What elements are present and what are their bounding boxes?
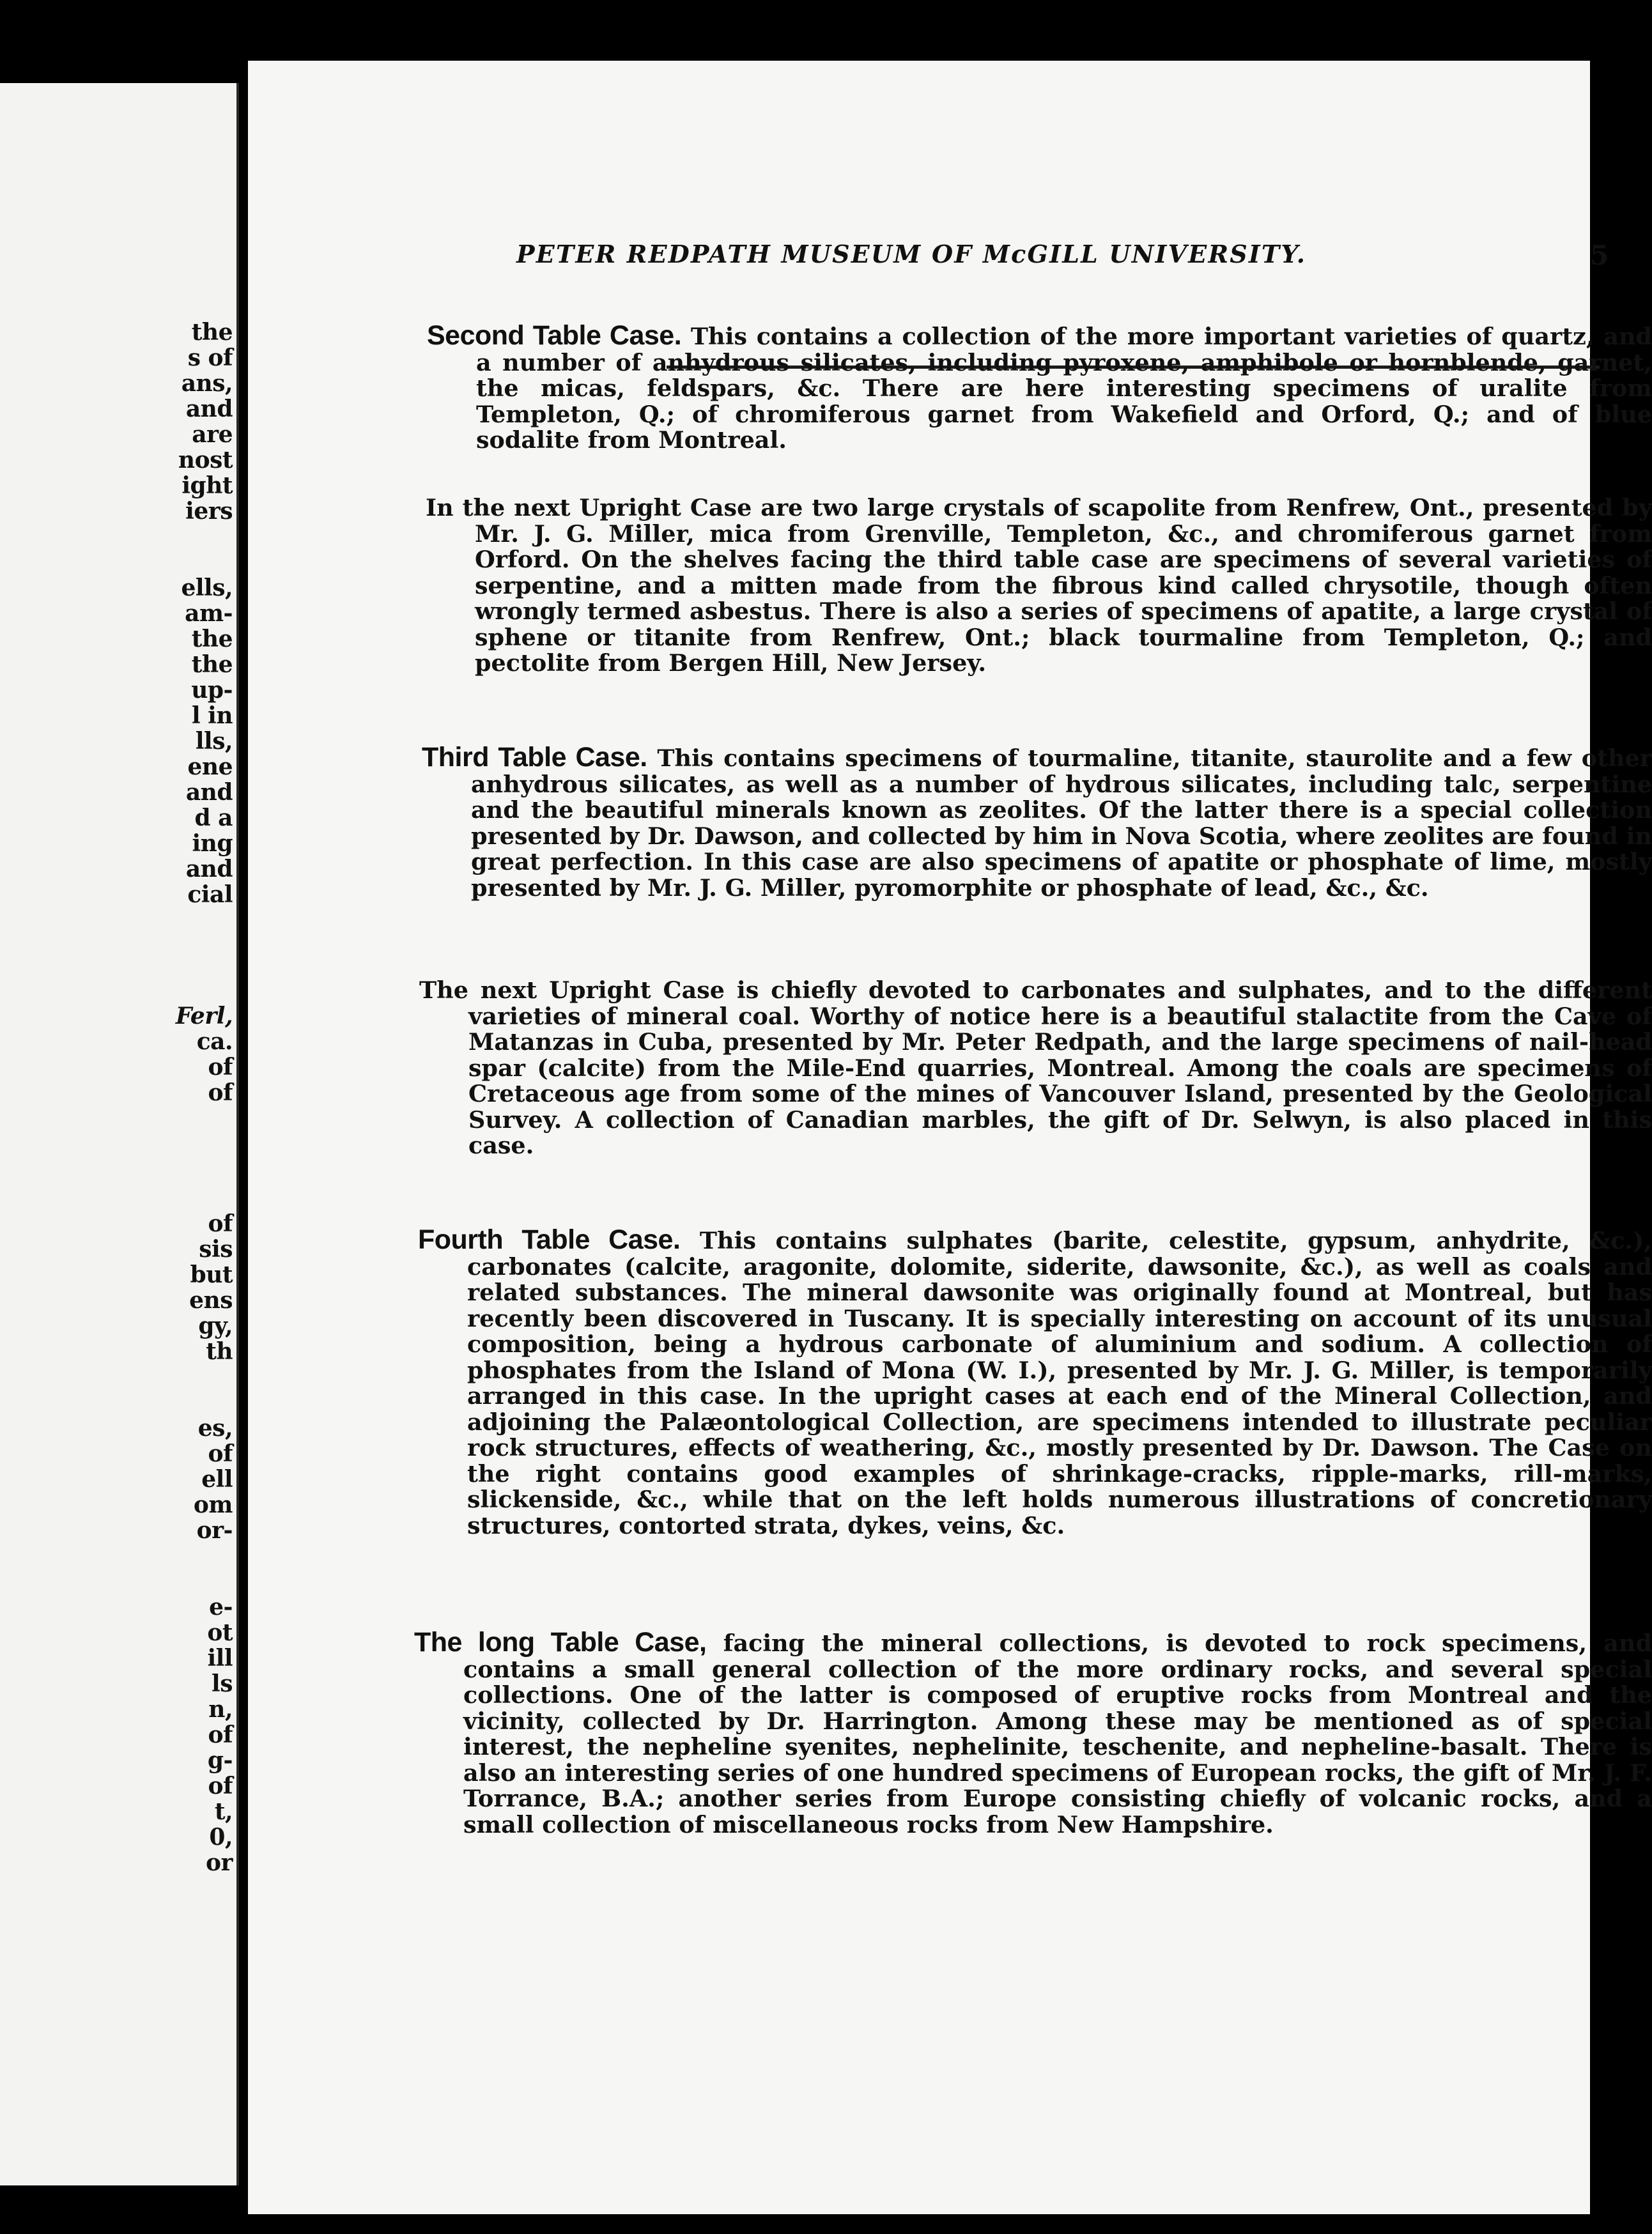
facing-page-fragment: g- [207, 1747, 233, 1774]
paragraph-text: This contains a collection of the more important varieties of quartz, and a number of anhydrous silicates, including pyroxene, amphibole or hornblende, garnet, the micas, feldspars, &c. There are here interesting specimens of uralite from Templeton, Q.; of chromiferous garnet from Wakefield and Orford, Q.; and of blue sodalite from Montreal. [476, 323, 1652, 454]
facing-page-fragment: up- [191, 677, 233, 704]
facing-page-fragment: of [208, 1079, 233, 1106]
section-heading: The long Table Case, [414, 1627, 707, 1658]
paragraph-text: This contains specimens of tourmaline, titanite, staurolite and a few other anhydrous silicates, as well as a number of hydrous silicates, including talc, serpentine and the beautiful minerals known as zeolites. Of the latter there is a special collection presented by Dr. Dawson, and collected by him in Nova Scotia, where zeolites are found in great perfection. In this case are also specimens of apatite or phosphate of lime, mostly presented by Mr. J. G. Miller, pyromorphite or phosphate of lead, &c., &c. [471, 744, 1652, 902]
facing-page-fragment: ans, [181, 370, 233, 397]
facing-page-fragment: or- [196, 1517, 233, 1544]
page-number: 5 [1590, 240, 1609, 271]
section-heading: Third Table Case. [422, 742, 647, 773]
paragraph-text: The next Upright Case is chiefly devoted to carbonates and sulphates, and to the different varieties of mineral coal. Worthy of notice here is a beautiful stalactite from the Cave of Matanzas in Cuba, presented by Mr. Peter Redpath, and the large specimens of nail-head spar (calcite) from the Mile-End quarries, Montreal. Among the coals are specimens of Cretaceous age from some of the mines of Vancouver Island, presented by the Geological Survey. A collection of Canadian marbles, the gift of Dr. Selwyn, is also placed in this case. [419, 976, 1652, 1159]
running-header [516, 240, 1609, 271]
facing-page-fragment: of [208, 1722, 233, 1748]
facing-page-fragment: ls [212, 1670, 233, 1697]
paragraph-text: This contains sulphates (barite, celestite, gypsum, anhydrite, &c.), carbonates (calcite, aragonite, dolomite, siderite, dawsonite, &c.), as well as coals and related substances. The mineral dawsonite was originally found at Montreal, but has recently been discovered in Tuscany. It is specially interesting on account of its unusual composition, being a hydrous carbonate of aluminium and sodium. A collection of phosphates from the Island of Mona (W. I.), presented by Mr. J. G. Miller, is temporarily arranged in this case. In the upright cases at each end of the Mineral Collection, and adjoining the Palæontological Collection, are specimens intended to illustrate peculiar rock structures, effects of weathering, &c., mostly presented by Dr. Dawson. The Case on the right contains good examples of shrinkage-cracks, ripple-marks, rill-marks, slickenside, &c., while that on the left holds numerous illustrations of concretionary structures, contorted strata, dykes, veins, &c. [467, 1227, 1652, 1539]
facing-page-fragment: the [191, 651, 233, 678]
facing-page-fragment: es, [197, 1415, 233, 1442]
paragraph-text: facing the mineral collections, is devoted to rock specimens, and contains a small general collection of the more ordinary rocks, and several special collections. One of the latter is composed of eruptive rocks from Montreal and the vicinity, collected by Dr. Harrington. Among these may be mentioned as of special interest, the nepheline syenites, nephelinite, teschenite, and nepheline-basalt. There is also an interesting series of one hundred specimens of European rocks, the gift of Mr. J. F. Torrance, B.A.; another series from Europe consisting chiefly of volcanic rocks, and a small collection of miscellaneous rocks from New Hampshire. [463, 1629, 1652, 1838]
facing-page-fragment: of [208, 1210, 233, 1237]
facing-page-fragment: om [193, 1491, 233, 1518]
facing-page-fragment: ing [192, 830, 233, 857]
facing-page-fragment: but [190, 1261, 233, 1288]
facing-page-fragment: n, [208, 1696, 233, 1723]
section-heading: Fourth Table Case. [418, 1224, 681, 1255]
facing-page-fragment: and [185, 856, 233, 882]
paragraph-second-table-case [427, 320, 1652, 454]
facing-page-fragment: ens [189, 1287, 233, 1314]
facing-page-fragment: and [185, 396, 233, 422]
facing-page-fragment: d a [194, 805, 233, 831]
facing-page-fragment: ill [207, 1645, 233, 1672]
paragraph-text: In the next Upright Case are two large crystals of scapolite from Renfrew, Ont., presented by Mr. J. G. Miller, mica from Grenville, Templeton, &c., and chromiferous garnet from Orford. On the shelves facing the third table case are specimens of several varieties of serpentine, and a mitten made from the fibrous kind called chrysotile, though often wrongly termed asbestus. There is also a series of specimens of apatite, a large crystal of sphene or titanite from Renfrew, Ont.; black tourmaline from Templeton, Q.; and pectolite from Bergen Hill, New Jersey. [426, 494, 1652, 677]
facing-page-fragment: of [208, 1773, 233, 1799]
facing-page-fragment: gy, [198, 1313, 233, 1339]
facing-page-fragment: e- [209, 1594, 233, 1621]
facing-page-fragment: the [191, 626, 233, 652]
facing-page-fragment: l in [191, 702, 233, 729]
facing-page-fragment: th [206, 1338, 233, 1365]
facing-page-fragment: ene [187, 753, 233, 780]
facing-page-fragment: or [206, 1849, 233, 1876]
facing-page-fragment: 0, [209, 1824, 233, 1851]
facing-page-fragment: are [192, 421, 233, 448]
facing-page-fragment: iers [185, 498, 233, 525]
facing-page-fragment: ells, [181, 574, 233, 601]
facing-page-fragment: and [185, 779, 233, 806]
facing-page-fragment: ca. [196, 1028, 233, 1055]
section-heading: Second Table Case. [427, 320, 682, 351]
facing-page-fragment: of [208, 1054, 233, 1081]
facing-page-fragment: s of [187, 344, 233, 371]
paragraph-third-table-case [422, 744, 1652, 901]
facing-page-fragment: lls, [195, 728, 233, 755]
facing-page [0, 83, 239, 2185]
paragraph-upright-case-2 [419, 978, 1652, 1159]
facing-page-fragment: ell [201, 1466, 233, 1493]
facing-page-fragment: sis [199, 1236, 233, 1263]
paragraph-upright-case-1 [426, 495, 1652, 677]
facing-page-fragment: the [191, 319, 233, 346]
facing-page-fragment: of [208, 1440, 233, 1467]
facing-page-fragment: ot [207, 1619, 233, 1646]
paragraph-fourth-table-case [418, 1224, 1652, 1539]
facing-page-fragment: am- [185, 600, 233, 627]
facing-page-fragment: Ferl, [175, 1003, 233, 1029]
facing-page-fragment: cial [187, 881, 233, 908]
paragraph-long-table-case [414, 1629, 1652, 1838]
document-page [248, 61, 1652, 2214]
running-title: PETER REDPATH MUSEUM OF McGILL UNIVERSITY. [516, 240, 1307, 268]
facing-page-fragment: t, [214, 1798, 233, 1825]
facing-page-fragment: ight [181, 472, 233, 499]
facing-page-fragment: nost [178, 447, 233, 474]
